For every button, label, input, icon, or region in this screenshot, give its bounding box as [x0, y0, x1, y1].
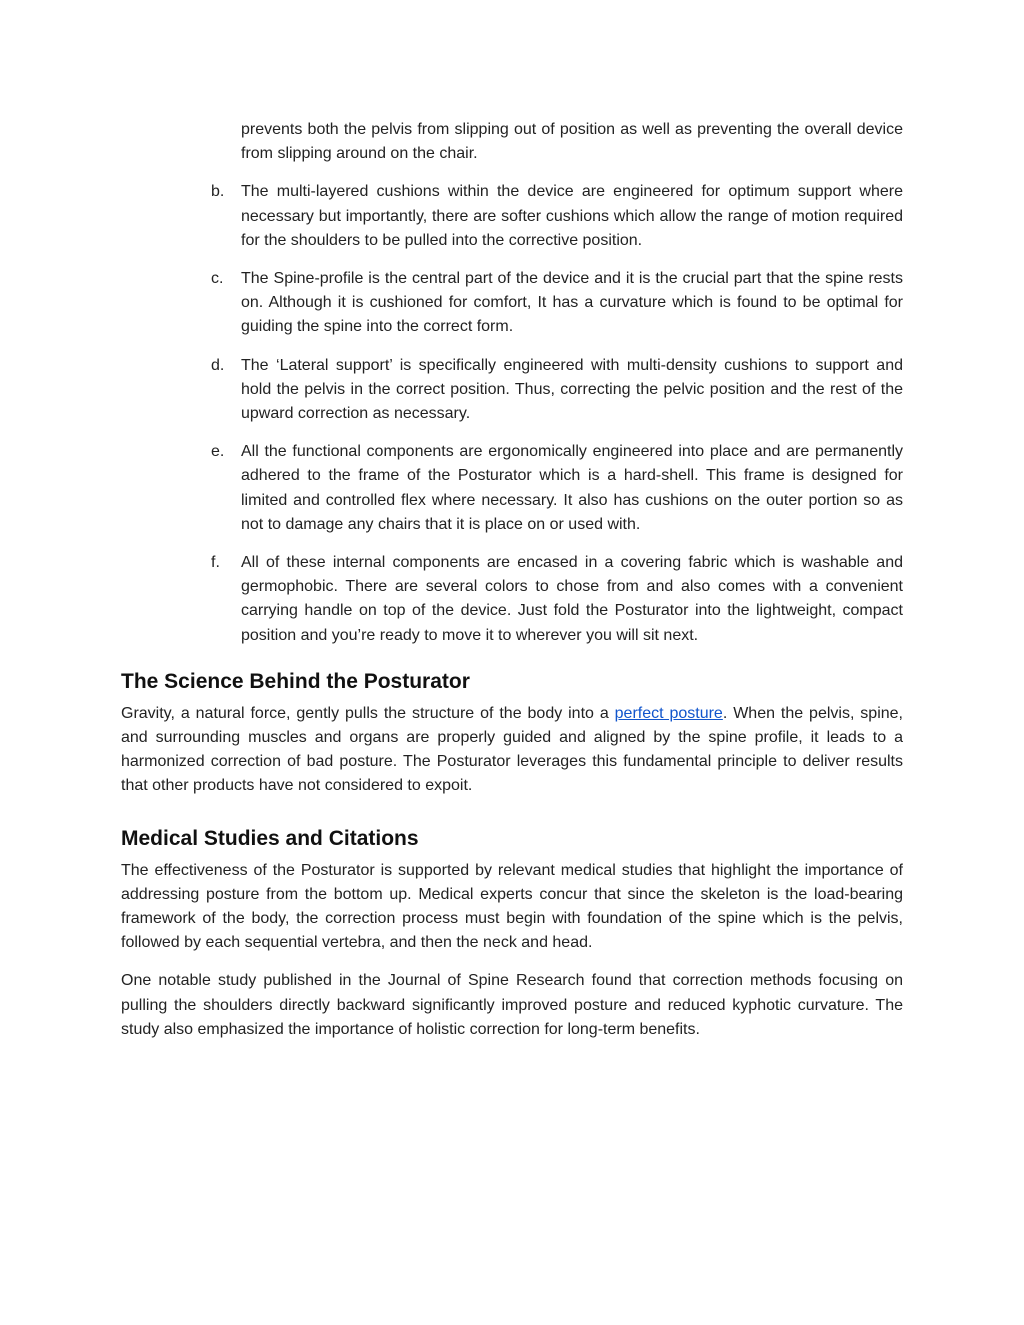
list-marker: f.	[211, 554, 220, 572]
medical-section	[121, 825, 903, 1042]
list-marker: d.	[211, 356, 225, 374]
list-item-text: The Spine-profile is the central part of the device and it is the crucial part that the spine rests on. Although it is cushioned for comfort, It has a curvature which is found to be optimal for guiding the spine into the correct form.	[241, 270, 903, 336]
science-text-before-link: Gravity, a natural force, gently pulls the structure of the body into a	[121, 704, 615, 722]
list-item-text: All the functional components are ergonomically engineered into place and are permanently adhered to the frame of the Posturator which is a hard-shell. This frame is designed for limited and controlled flex where necessary. It also has cushions on the outer portion so as not to damage any chairs that it is place on or used with.	[241, 443, 903, 533]
list-marker: e.	[211, 443, 225, 461]
medical-heading: Medical Studies and Citations	[121, 826, 419, 850]
list-item	[121, 354, 903, 427]
perfect-posture-link[interactable]: perfect posture	[614, 704, 723, 722]
list-marker: b.	[211, 183, 225, 201]
medical-paragraph-2: One notable study published in the Journal of Spine Research found that correction methods focusing on pulling the shoulders directly backward significantly improved posture and reduced kyphotic curvature. The study also emphasized the importance of holistic correction for long-term benefits.	[121, 972, 903, 1038]
science-paragraph	[121, 702, 903, 799]
list-marker: c.	[211, 270, 224, 288]
continuation-text: prevents both the pelvis from slipping out of position as well as preventing the overall device from slipping around on the chair.	[241, 121, 903, 163]
list-item	[121, 551, 903, 648]
list-item	[121, 440, 903, 537]
science-text-after-link: . When the pelvis, spine, and surrounding muscles and organs are properly guided and aligned by the spine profile, it leads to a harmonized correction of bad posture. The Posturator leverages this fundamental principle to deliver results that other products have not considered to expoit.	[121, 704, 904, 795]
science-heading: The Science Behind the Posturator	[121, 669, 470, 693]
list-item	[121, 267, 903, 340]
document-page	[121, 118, 903, 1042]
list-item-text: The ‘Lateral support’ is specifically engineered with multi-density cushions to support and hold the pelvis in the correct position. Thus, correcting the pelvic position and the rest of the upward correction as necessary.	[241, 356, 903, 423]
list-item-text: The multi-layered cushions within the device are engineered for optimum support where necessary but importantly, there are softer cushions which allow the range of motion required for the shoulders to be pulled into the corrective position.	[241, 183, 903, 249]
list-item	[121, 180, 903, 253]
science-section	[121, 668, 903, 799]
medical-paragraph-1: The effectiveness of the Posturator is supported by relevant medical studies that highlight the importance of addressing posture from the bottom up. Medical experts concur that since the skeleton is the load-bearing framework of the body, the correction process must begin with foundation of the spine which is the pelvis, followed by each sequential vertebra, and then the neck and head.	[121, 861, 903, 952]
list-item-continuation	[241, 118, 903, 166]
list-item-text: All of these internal components are encased in a covering fabric which is washable and germophobic. There are several colors to chose from and also comes with a convenient carrying handle on top of the device. Just fold the Posturator into the lightweight, compact position and you’re ready to move it to wherever you will sit next.	[241, 554, 903, 644]
